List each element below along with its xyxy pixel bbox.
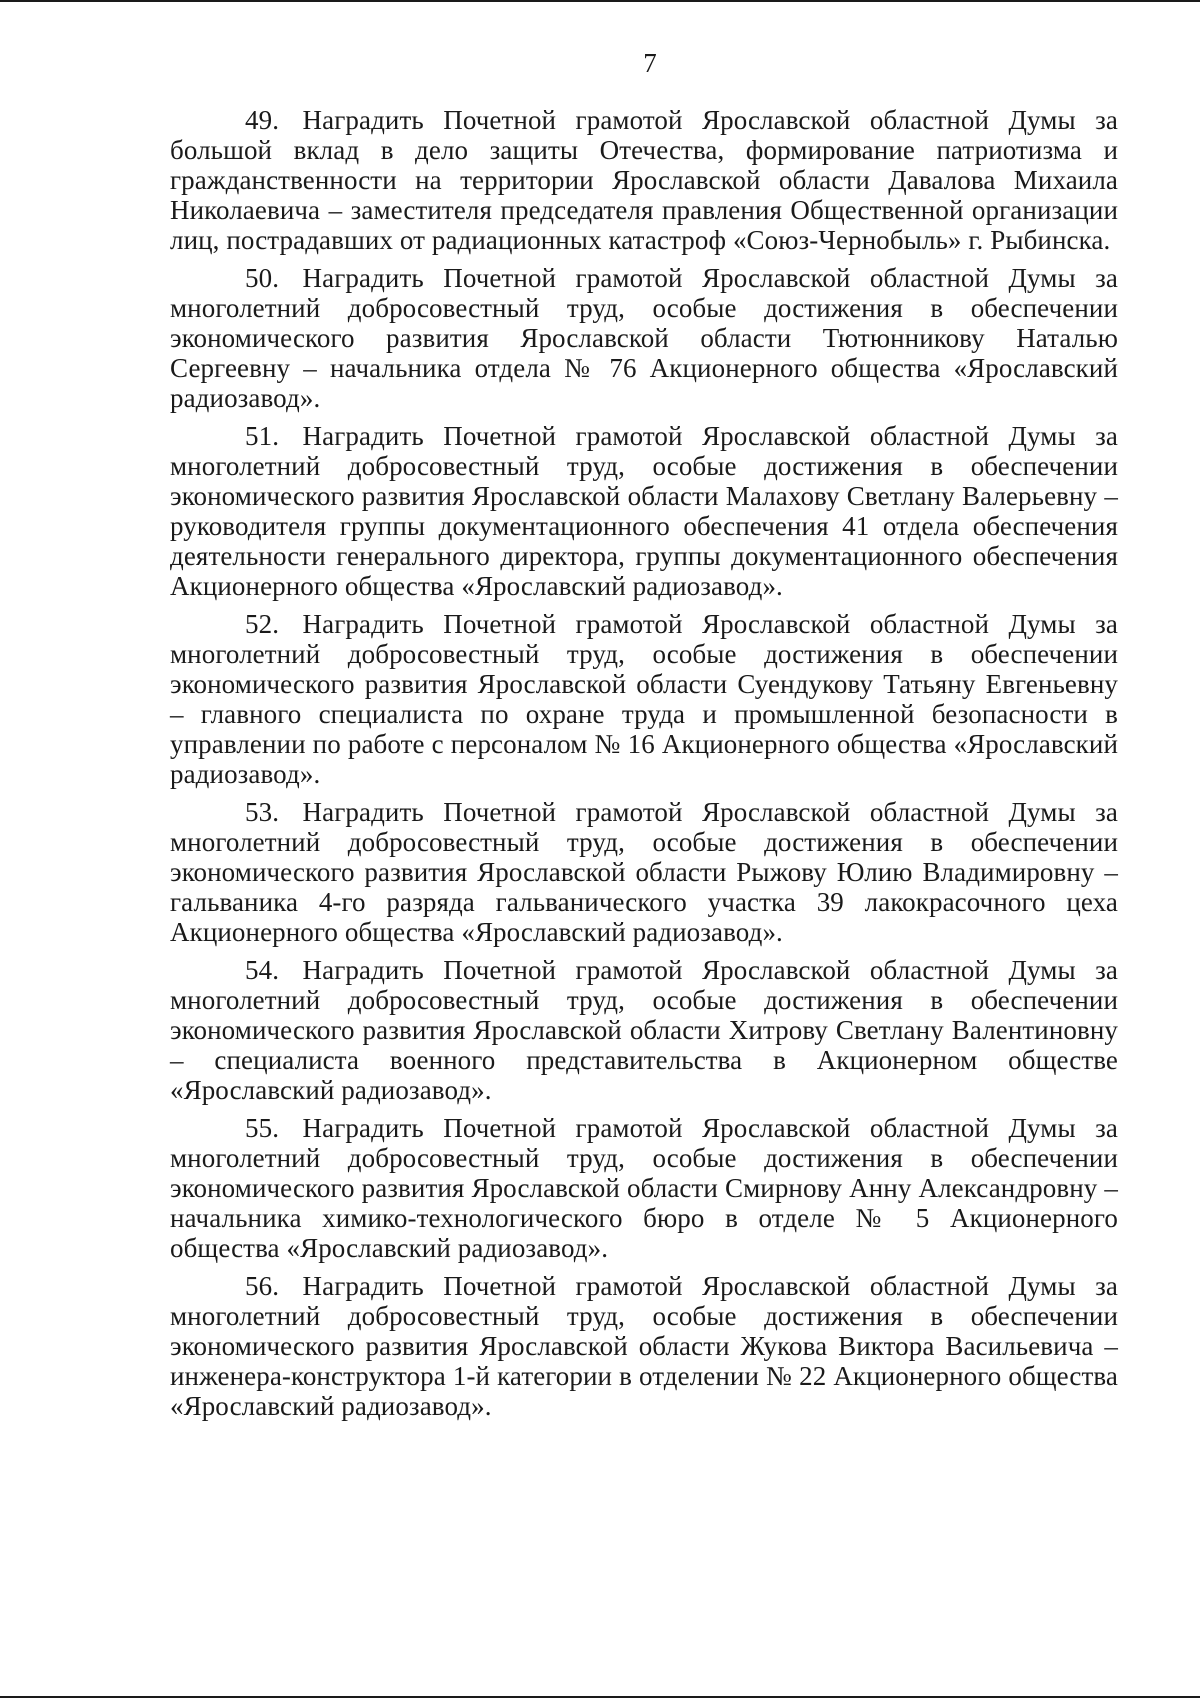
award-paragraph-55 — [170, 1113, 1118, 1263]
paragraph-text: Наградить Почетной грамотой Ярославской областной Думы за многолетний добросовестный труд, особые достижения в обеспечении экономического развития Ярославской области Жукова Виктора Васильевича – инженера-конструктора 1-й категории в отделении № 22 Акционерного общества «Ярославский радиозавод». — [170, 1271, 1118, 1421]
paragraph-number: 56. — [245, 1271, 280, 1301]
paragraph-text: Наградить Почетной грамотой Ярославской областной Думы за многолетний добросовестный труд, особые достижения в обеспечении экономического развития Ярославской области Суендукову Татьяну Евгеньевну – главного специалиста по охране труда и промышленной безопасности в управлении по работе с персоналом № 16 Акционерного общества «Ярославский радиозавод». — [170, 609, 1118, 789]
paragraph-number: 55. — [245, 1113, 280, 1143]
award-paragraph-51 — [170, 421, 1118, 601]
paragraph-number: 51. — [245, 421, 280, 451]
paragraph-text: Наградить Почетной грамотой Ярославской областной Думы за большой вклад в дело защиты Отечества, формирование патриотизма и гражданственности на территории Ярославской области Давалова Михаила Николаевича – заместителя председателя правления Общественной организации лиц, пострадавших от радиационных катастроф «Союз-Чернобыль» г. Рыбинска. — [170, 105, 1118, 255]
paragraph-number: 49. — [245, 105, 280, 135]
paragraph-number: 52. — [245, 609, 280, 639]
award-paragraph-53 — [170, 797, 1118, 947]
paragraph-number: 54. — [245, 955, 280, 985]
paragraph-number: 50. — [245, 263, 280, 293]
paragraph-text: Наградить Почетной грамотой Ярославской областной Думы за многолетний добросовестный труд, особые достижения в обеспечении экономического развития Ярославской области Рыжову Юлию Владимировну – гальваника 4-го разряда гальванического участка 39 лакокрасочного цеха Акционерного общества «Ярославский радиозавод». — [170, 797, 1118, 947]
paragraph-text: Наградить Почетной грамотой Ярославской областной Думы за многолетний добросовестный труд, особые достижения в обеспечении экономического развития Ярославской области Хитрову Светлану Валентиновну – специалиста военного представительства в Акционерном обществе «Ярославский радиозавод». — [170, 955, 1118, 1105]
award-paragraph-49 — [170, 105, 1118, 255]
award-paragraph-52 — [170, 609, 1118, 789]
paragraph-text: Наградить Почетной грамотой Ярославской областной Думы за многолетний добросовестный труд, особые достижения в обеспечении экономического развития Ярославской области Смирнову Анну Александровну – начальника химико-технологического бюро в отделе № 5 Акционерного общества «Ярославский радиозавод». — [170, 1113, 1118, 1263]
paragraph-text: Наградить Почетной грамотой Ярославской областной Думы за многолетний добросовестный труд, особые достижения в обеспечении экономического развития Ярославской области Малахову Светлану Валерьевну – руководителя группы документационного обеспечения 41 отдела обеспечения деятельности генерального директора, группы документационного обеспечения Акционерного общества «Ярославский радиозавод». — [170, 421, 1118, 601]
document-body — [170, 105, 1118, 1429]
paragraph-text: Наградить Почетной грамотой Ярославской областной Думы за многолетний добросовестный труд, особые достижения в обеспечении экономического развития Ярославской области Тютюнникову Наталью Сергеевну – начальника отдела № 76 Акционерного общества «Ярославский радиозавод». — [170, 263, 1118, 413]
award-paragraph-54 — [170, 955, 1118, 1105]
award-paragraph-56 — [170, 1271, 1118, 1421]
award-paragraph-50 — [170, 263, 1118, 413]
paragraph-number: 53. — [245, 797, 280, 827]
page-number: 7 — [643, 48, 657, 78]
